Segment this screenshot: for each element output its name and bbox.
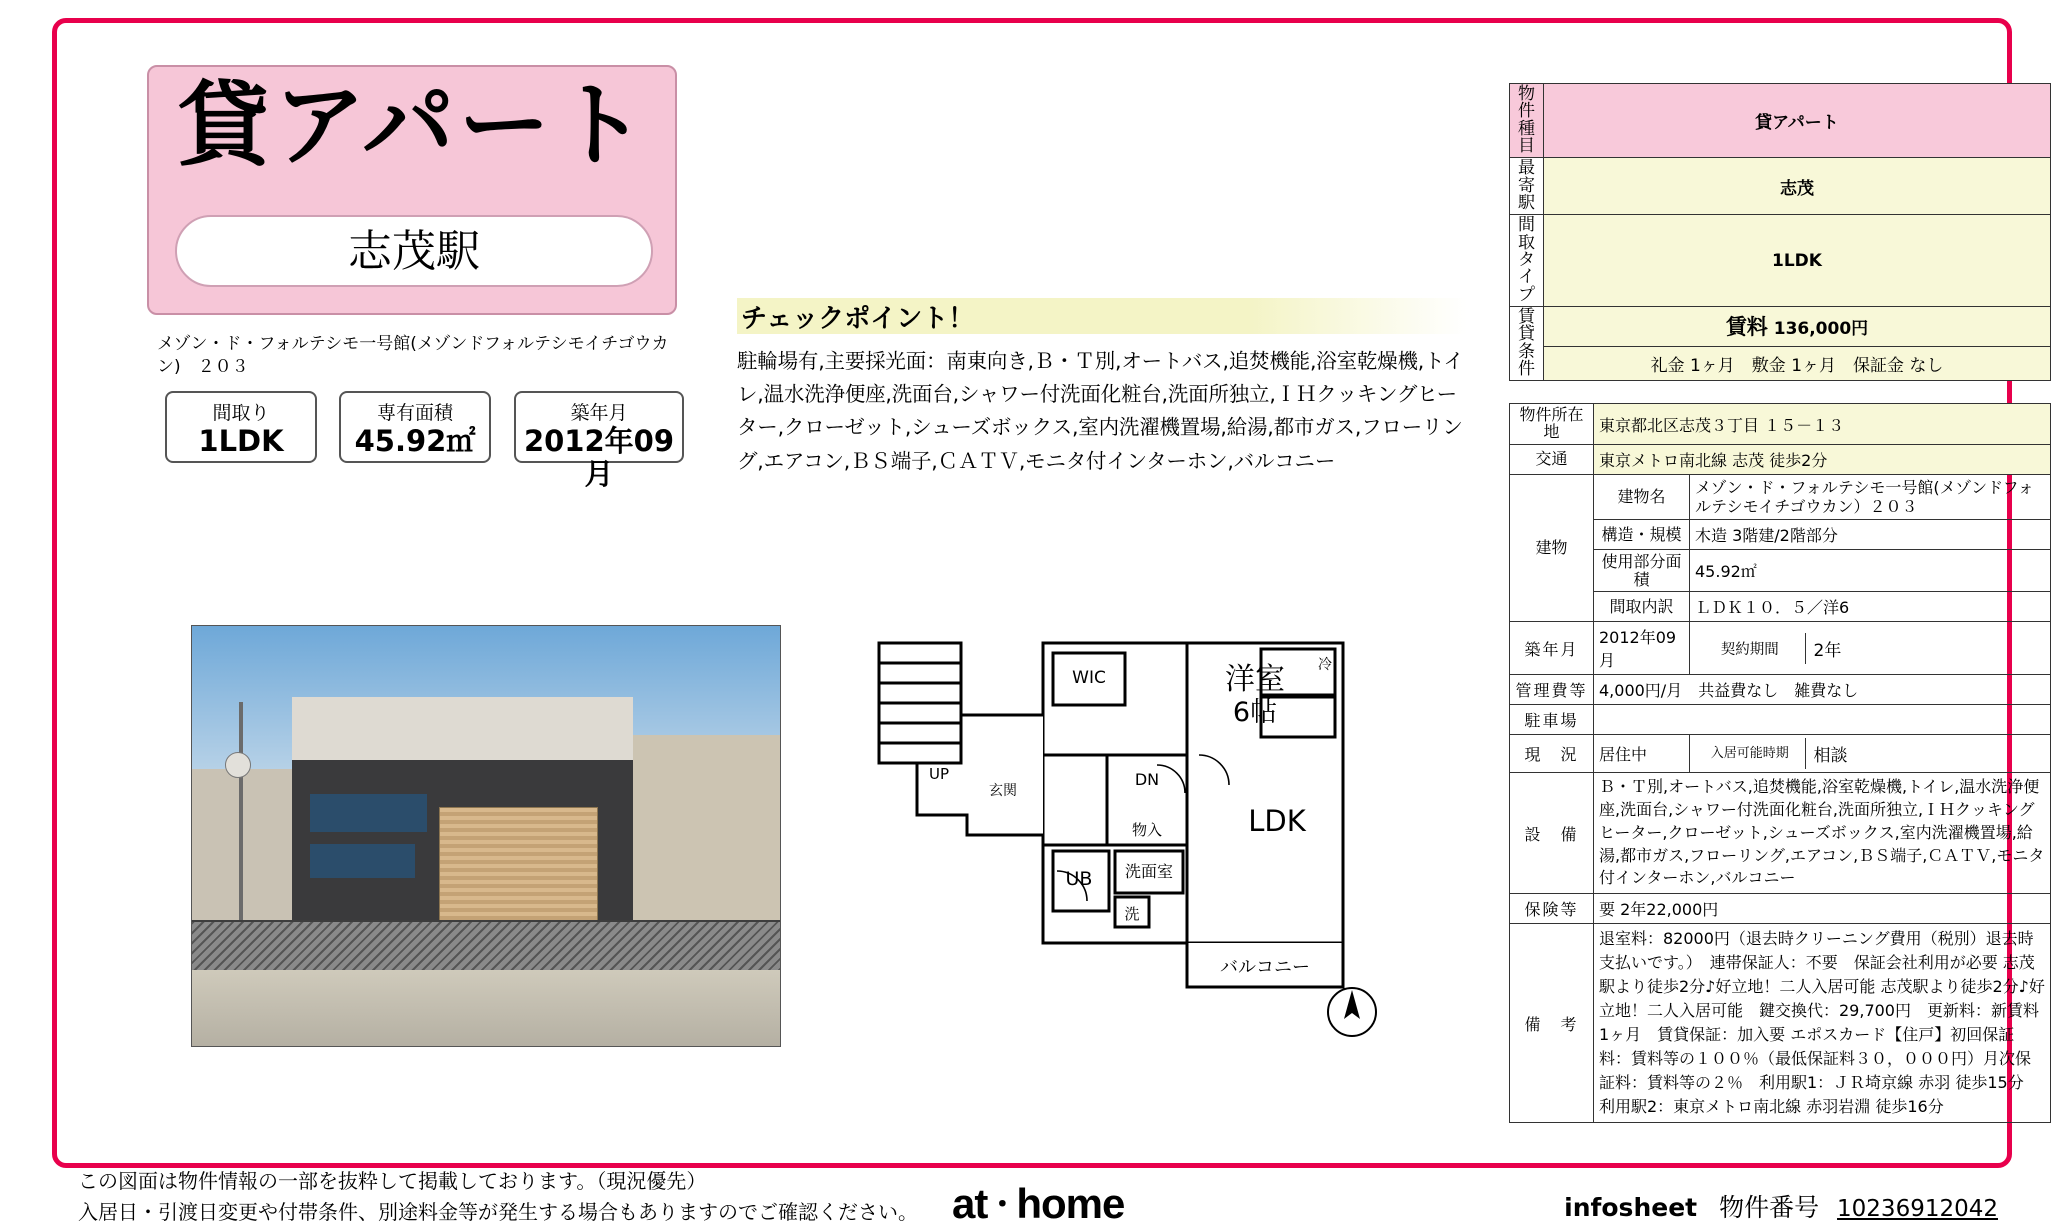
row-value-layout-detail: ＬＤＫ１０．５／洋6 — [1690, 592, 2051, 622]
row-label-contract: 契約期間 — [1720, 641, 1779, 658]
compass-north-icon — [1325, 985, 1379, 1039]
row-label-insurance: 保険等 — [1510, 894, 1594, 924]
row-label-layout-type: 間取 タイプ — [1510, 215, 1544, 307]
spec-pill-layout-value: 1LDK — [198, 424, 284, 458]
row-value-management-fee: 4,000円/月 共益費なし 雑費なし — [1594, 675, 2051, 705]
row-value-equipment: Ｂ・Ｔ別,オートバス,追焚機能,浴室乾燥機,トイレ,温水洗浄便座,洗面台,シャワー付洗面化粧台,洗面所独立,ＩＨクッキングヒーター,クローゼット,シューズボックス,室内洗濯機置場,給湯,都市ガス,フローリング,エアコン,ＢＳ端子,ＣＡＴＶ,モニタ付インターホン,バルコニー — [1594, 773, 2051, 894]
row-label-management-fee: 管理費等 — [1510, 675, 1594, 705]
page-title: 貸アパート — [177, 72, 651, 179]
room-label-ldk: LDK — [1248, 804, 1306, 838]
table-row-equipment — [1510, 773, 2051, 894]
photo-fence — [192, 920, 780, 975]
row-value-builtdate: 2012年09月 — [1594, 622, 1690, 675]
room-label-sen: 洗 — [1124, 905, 1140, 923]
row-label-builtdate: 築年月 — [1510, 622, 1594, 675]
footer-disclaimer-line2: 入居日・引渡日変更や付帯条件、別途料金等が発生する場合もありますのでご確認ください。 — [78, 1200, 918, 1224]
row-value-notes: 退室料：82000円（退去時クリーニング費用（税別）退去時支払いです。） 連帯保証人：不要 保証会社利用が必要 志茂駅より徒歩2分♪好立地！二人入居可能 志茂駅より徒歩2分♪好立地！二人入居可能 鍵交換代：29,700円 更新料：新賃料1ヶ月 賃貸保証：加入要 エポスカード【住戸】初回保証料：賃料等の１００％（最低保証料３０，０００円）月次保証料：賃料等の２％ 利用駅1：ＪＲ埼京線 赤羽 徒歩15分 利用駅2：東京メトロ南北線 赤羽岩淵 徒歩16分 — [1594, 924, 2051, 1123]
satellite-dish-icon — [225, 752, 251, 778]
photo-pole — [239, 702, 243, 933]
spec-pill-area-label: 専有面積 — [376, 402, 453, 424]
table-row-notes — [1510, 924, 2051, 1123]
property-number-label: 物件番号 — [1719, 1193, 1820, 1222]
photo-main-building-upper — [292, 697, 633, 760]
building-name-subtitle: メゾン・ド・フォルテシモ一号館(メゾンドフォルテシモイチゴウカン) ２０３ — [157, 334, 669, 377]
sublabel-structure: 構造・規模 — [1594, 520, 1690, 550]
row-label-rent-conditions: 賃 貸 条 件 — [1510, 306, 1544, 380]
row-value-rent — [1544, 306, 2051, 346]
row-label-property-type: 物 件 種 目 — [1510, 84, 1544, 158]
athome-logo-dot: ・ — [987, 1189, 1017, 1222]
room-label-reizo: 冷 — [1318, 657, 1332, 673]
row-value-property-type: 貸アパート — [1544, 84, 2051, 158]
row-movein-cell — [1690, 735, 2051, 773]
detail-table — [1509, 403, 2051, 1123]
checkpoint-title: チェックポイント！ — [737, 298, 1467, 334]
sublabel-layout-detail: 間取内訳 — [1594, 592, 1690, 622]
row-label-equipment: 設 備 — [1510, 773, 1594, 894]
row-value-movein: 相談 — [1805, 738, 2045, 769]
room-label-genkan: 玄関 — [989, 783, 1017, 799]
room-label-washitsu-size: 6帖 — [1232, 697, 1278, 728]
row-value-structure: 木造 3階建/2階部分 — [1690, 520, 2051, 550]
row-contract-cell — [1690, 622, 2051, 675]
room-label-ub: UB — [1065, 868, 1093, 890]
footer-infosheet — [1564, 1188, 1998, 1224]
rent-value: 136,000円 — [1773, 319, 1869, 340]
row-label-parking: 駐車場 — [1510, 705, 1594, 735]
summary-panel — [1509, 83, 2051, 1123]
photo-balcony-upper — [310, 794, 428, 832]
photo-ground — [192, 970, 780, 1046]
table-row-address — [1510, 404, 2051, 445]
row-value-address: 東京都北区志茂３丁目 １５－１３ — [1594, 404, 2051, 445]
room-label-wic: WIC — [1072, 668, 1106, 688]
row-value-used-area: 45.92㎡ — [1690, 550, 2051, 592]
spec-pill-area — [339, 391, 491, 463]
athome-logo-at: at — [952, 1180, 988, 1227]
property-number-value: 10236912042 — [1837, 1196, 1998, 1222]
room-label-up: UP — [928, 765, 950, 783]
table-row-parking — [1510, 705, 2051, 735]
property-photo — [191, 625, 781, 1047]
row-value-building-name: メゾン・ド・フォルテシモ一号館(メゾンドフォルテシモイチゴウカン）２０３ — [1690, 474, 2051, 519]
footer-disclaimer-line1: この図面は物件情報の一部を抜粋して掲載しております。（現況優先） — [78, 1169, 707, 1193]
photo-garage-shutter — [439, 807, 598, 937]
table-row-access — [1510, 444, 2051, 474]
page-frame — [52, 18, 2045, 1168]
spec-pill-layout — [165, 391, 317, 463]
room-label-dn: DN — [1134, 770, 1160, 789]
footer-disclaimer — [78, 1166, 958, 1228]
room-label-balcony: バルコニー — [1220, 957, 1310, 978]
row-label-address: 物件所在地 — [1510, 404, 1594, 445]
table-row-builtdate-contract — [1510, 622, 2051, 675]
infosheet-label: infosheet — [1564, 1193, 1698, 1222]
row-label-access: 交通 — [1510, 444, 1594, 474]
row-value-insurance: 要 2年22,000円 — [1594, 894, 2051, 924]
spec-pill-area-value: 45.92㎡ — [354, 424, 476, 458]
table-row-fees — [1510, 346, 2051, 380]
row-value-station: 志茂 — [1544, 158, 2051, 215]
table-row-insurance — [1510, 894, 2051, 924]
row-label-status: 現 況 — [1510, 735, 1594, 773]
spec-pill-layout-label: 間取り — [212, 402, 270, 424]
sublabel-used-area: 使用部分面積 — [1594, 550, 1690, 592]
table-row-rent — [1510, 306, 2051, 346]
rent-label: 賃料 — [1725, 315, 1768, 340]
spec-pill-builtdate-value: 2012年09月 — [523, 424, 675, 492]
row-value-parking — [1594, 705, 2051, 735]
row-label-station: 最 寄 駅 — [1510, 158, 1544, 215]
athome-logo — [952, 1180, 1124, 1228]
summary-table — [1509, 83, 2051, 381]
row-label-notes: 備 考 — [1510, 924, 1594, 1123]
checkpoint-body: 駐輪場有,主要採光面：南東向き,Ｂ・Ｔ別,オートバス,追焚機能,浴室乾燥機,トイレ,温水洗浄便座,洗面台,シャワー付洗面化粧台,洗面所独立,ＩＨクッキングヒーター,クローゼット,シューズボックス,室内洗濯機置場,給湯,都市ガス,フローリング,エアコン,ＢＳ端子,ＣＡＴＶ,モニタ付インターホン,バルコニー — [737, 349, 1464, 473]
sublabel-building-name: 建物名 — [1594, 474, 1690, 519]
station-badge: 志茂駅 — [175, 215, 653, 287]
spec-pill-builtdate-label: 築年月 — [570, 402, 628, 424]
room-label-senmen: 洗面室 — [1124, 862, 1174, 881]
table-row-layout-type — [1510, 215, 2051, 307]
row-label-building: 建物 — [1510, 474, 1594, 622]
table-row-management-fee — [1510, 675, 2051, 705]
table-row-status — [1510, 735, 2051, 773]
row-value-access: 東京メトロ南北線 志茂 徒歩2分 — [1594, 444, 2051, 474]
row-value-status: 居住中 — [1594, 735, 1690, 773]
row-label-movein: 入居可能時期 — [1710, 745, 1789, 761]
table-row-property-type — [1510, 84, 2051, 158]
photo-balcony-lower — [310, 844, 416, 878]
spec-pill-builtdate — [514, 391, 684, 492]
room-label-monoire: 物入 — [1131, 821, 1163, 839]
row-value-contract: 2年 — [1805, 633, 2045, 664]
row-value-fees: 礼金 1ヶ月 敷金 1ヶ月 保証金 なし — [1544, 346, 2051, 380]
room-label-washitsu: 洋室 — [1225, 662, 1285, 697]
athome-logo-home: home — [1016, 1180, 1125, 1227]
row-value-layout-type: 1LDK — [1544, 215, 2051, 307]
table-row-building-name — [1510, 474, 2051, 519]
table-row-station — [1510, 158, 2051, 215]
property-type-banner — [147, 65, 677, 315]
